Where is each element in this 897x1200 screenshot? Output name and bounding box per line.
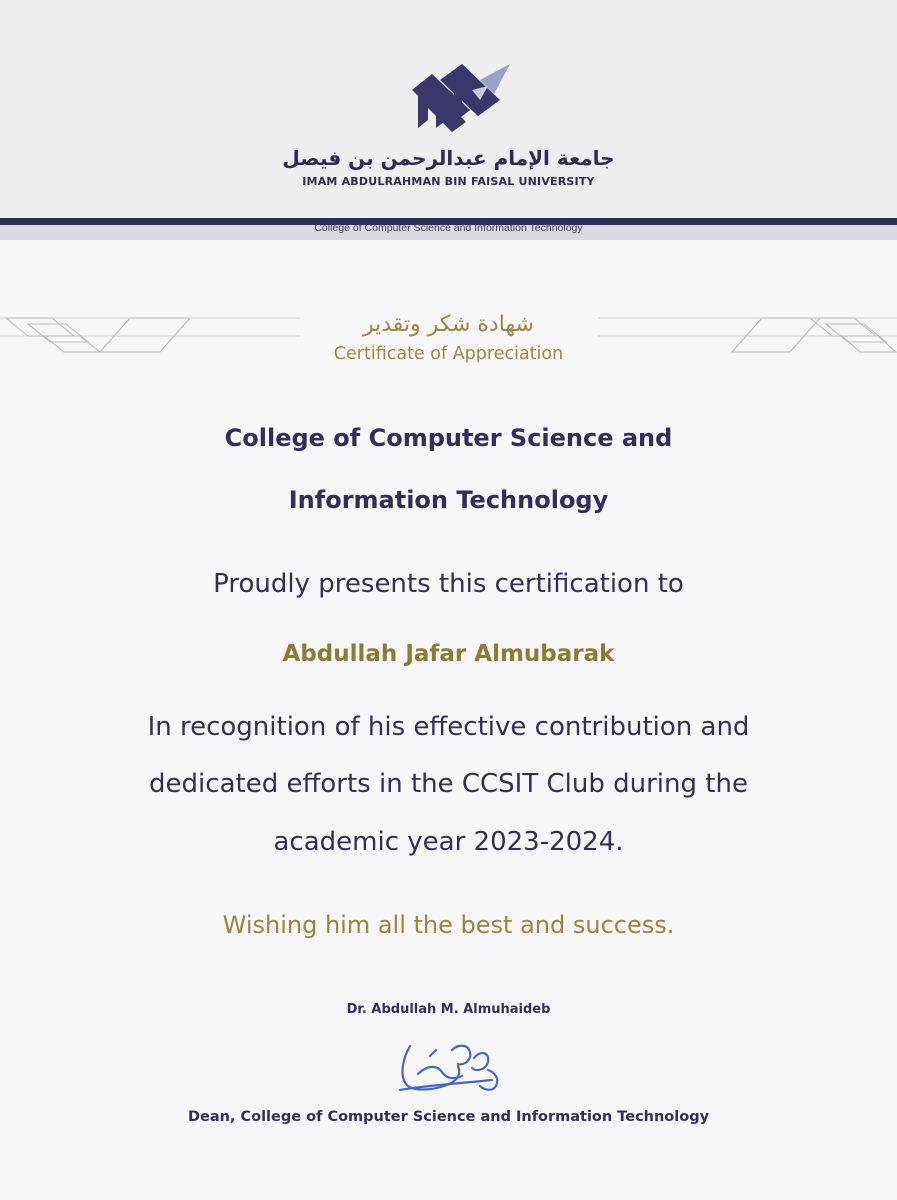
recognition-line-1: In recognition of his effective contribution and xyxy=(147,712,750,742)
signature-icon xyxy=(392,1036,512,1098)
college-title-line-1: College of Computer Science and xyxy=(224,424,673,452)
certificate-title-english: Certificate of Appreciation xyxy=(333,344,564,364)
college-title-line-2: Information Technology xyxy=(288,486,609,514)
wishing-line: Wishing him all the best and success. xyxy=(222,911,675,939)
header-band xyxy=(0,0,897,218)
signatory-name: Dr. Abdullah M. Almuhaideb xyxy=(346,1002,551,1017)
recognition-line-2: dedicated efforts in the CCSIT Club during the xyxy=(149,769,748,799)
university-logo-icon xyxy=(410,60,514,140)
certificate-title-arabic: شهادة شكر وتقدير xyxy=(363,312,534,337)
university-name-arabic: جامعة الإمام عبدالرحمن بن فيصل xyxy=(282,146,615,170)
recipient-name: Abdullah Jafar Almubarak xyxy=(282,641,615,667)
signatory-title: Dean, College of Computer Science and Information Technology xyxy=(187,1109,710,1125)
presents-line: Proudly presents this certification to xyxy=(213,569,684,599)
university-name-english: IMAM ABDULRAHMAN BIN FAISAL UNIVERSITY xyxy=(302,175,595,188)
college-bar-label: College of Computer Science and Information Technology xyxy=(314,222,583,234)
recognition-line-3: academic year 2023-2024. xyxy=(273,827,624,857)
